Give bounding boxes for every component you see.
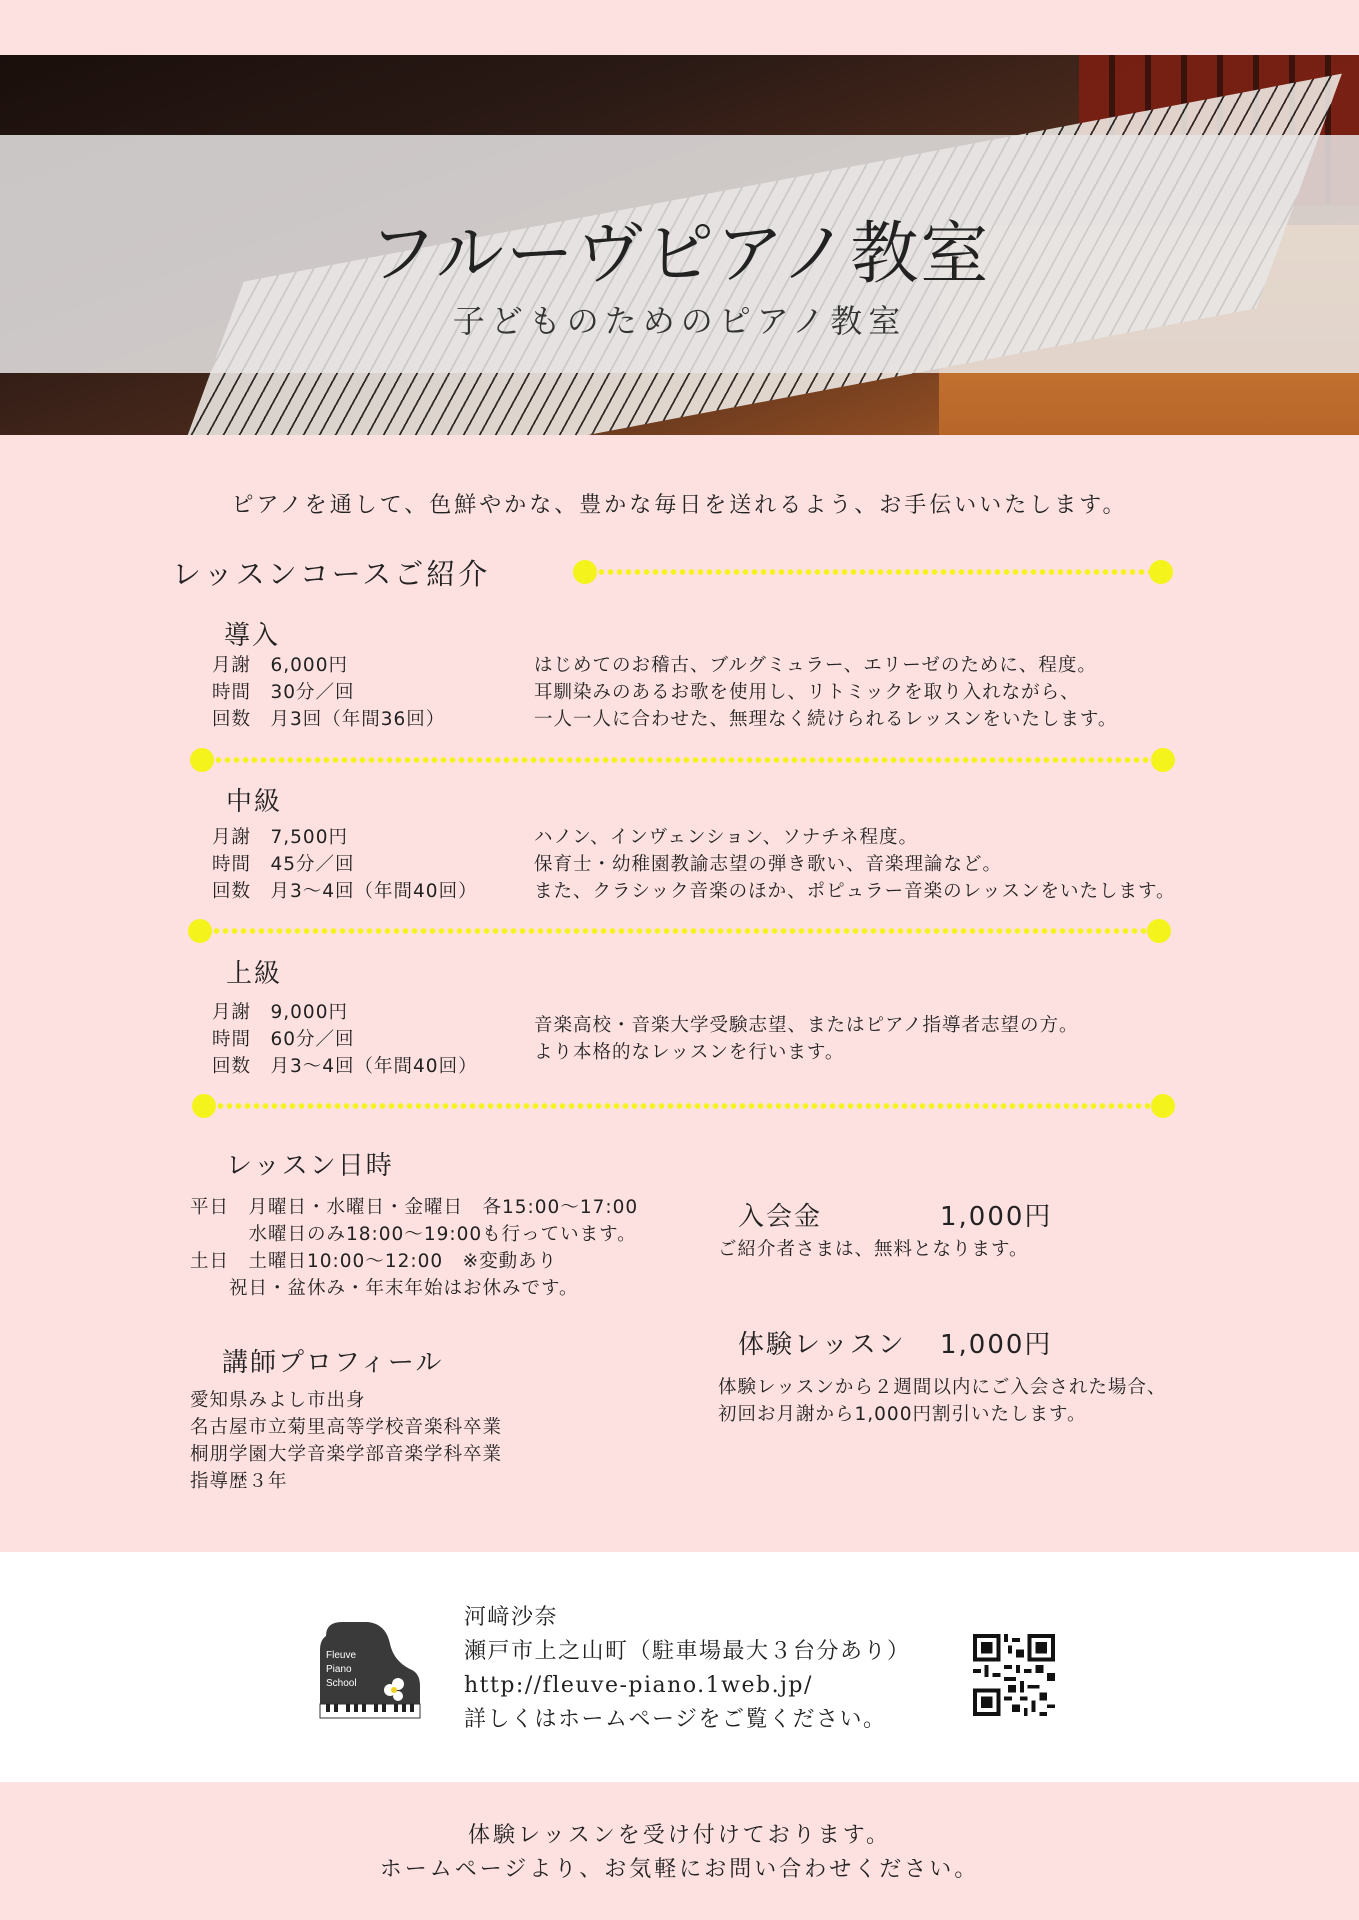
course-count: 回数 月3～4回（年間40回）	[212, 881, 478, 902]
profile-line: 名古屋市立菊里高等学校音楽科卒業	[190, 1417, 503, 1438]
course-name: 上級	[226, 959, 283, 989]
course-time: 時間 45分／回	[212, 854, 355, 875]
footer-line: ホームページより、お気軽にお問い合わせください。	[379, 1857, 980, 1882]
courses-heading: レッスンコースご紹介	[172, 557, 491, 591]
divider-dotted	[192, 1094, 1175, 1118]
contact-note: 詳しくはホームページをご覧ください。	[464, 1707, 887, 1732]
profile-line: 桐朋学園大学音楽学部音楽学科卒業	[190, 1444, 503, 1465]
profile-heading: 講師プロフィール	[222, 1348, 444, 1378]
trial-lesson-note: 体験レッスンから２週間以内にご入会された場合、	[718, 1377, 1167, 1398]
divider-dotted	[188, 919, 1171, 943]
course-time: 時間 30分／回	[212, 682, 355, 703]
course-name: 導入	[224, 621, 281, 651]
entry-fee-label: 入会金	[738, 1202, 823, 1232]
logo-text: Fleuve	[326, 1650, 357, 1661]
logo-text: School	[326, 1678, 357, 1689]
schedule-line: 平日 月曜日・水曜日・金曜日 各15:00～17:00	[190, 1197, 639, 1218]
course-count: 回数 月3～4回（年間40回）	[212, 1056, 478, 1077]
course-name: 中級	[226, 787, 283, 817]
course-desc: ハノン、インヴェンション、ソナチネ程度。	[534, 827, 918, 848]
school-logo	[316, 1620, 422, 1720]
contact-address: 瀬戸市上之山町（駐車場最大３台分あり）	[464, 1639, 911, 1664]
course-desc: より本格的なレッスンを行います。	[534, 1042, 845, 1063]
profile-line: 愛知県みよし市出身	[190, 1390, 366, 1411]
intro-text: ピアノを通して、色鮮やかな、豊かな毎日を送れるよう、お手伝いいたします。	[231, 493, 1128, 518]
course-fee: 月謝 7,500円	[212, 827, 348, 848]
course-desc: はじめてのお稽古、ブルグミュラー、エリーゼのために、程度。	[534, 655, 1097, 676]
entry-fee-price: 1,000円	[940, 1202, 1053, 1232]
schedule-heading: レッスン日時	[226, 1151, 394, 1181]
contact-name: 河﨑沙奈	[464, 1605, 559, 1630]
course-fee: 月謝 9,000円	[212, 1002, 348, 1023]
course-time: 時間 60分／回	[212, 1029, 355, 1050]
schedule-line: 祝日・盆休み・年末年始はお休みです。	[190, 1278, 579, 1299]
divider-dotted	[573, 560, 1173, 584]
course-desc: また、クラシック音楽のほか、ポピュラー音楽のレッスンをいたします。	[534, 881, 1176, 902]
schedule-line: 水曜日のみ18:00～19:00も行っています。	[190, 1224, 637, 1245]
course-desc: 音楽高校・音楽大学受験志望、またはピアノ指導者志望の方。	[534, 1015, 1079, 1036]
logo-text: Piano	[326, 1664, 352, 1675]
page-subtitle: 子どものためのピアノ教室	[452, 302, 907, 340]
footer-line: 体験レッスンを受け付けております。	[467, 1823, 892, 1848]
page-title: フルーヴピアノ教室	[368, 215, 991, 294]
entry-fee-note: ご紹介者さまは、無料となります。	[718, 1239, 1029, 1260]
course-count: 回数 月3回（年間36回）	[212, 709, 446, 730]
profile-line: 指導歴３年	[190, 1471, 288, 1492]
trial-lesson-label: 体験レッスン	[738, 1330, 906, 1360]
course-desc: 一人一人に合わせた、無理なく続けられるレッスンをいたします。	[534, 709, 1118, 730]
trial-lesson-note: 初回お月謝から1,000円割引いたします。	[718, 1404, 1087, 1425]
homepage-link[interactable]: http://fleuve-piano.1web.jp/	[464, 1673, 813, 1698]
course-desc: 保育士・幼稚園教諭志望の弾き歌い、音楽理論など。	[534, 854, 1003, 875]
qr-code[interactable]	[973, 1634, 1055, 1716]
divider-dotted	[190, 748, 1175, 772]
schedule-line: 土日 土曜日10:00～12:00 ※変動あり	[190, 1251, 558, 1272]
course-fee: 月謝 6,000円	[212, 655, 348, 676]
trial-lesson-price: 1,000円	[940, 1330, 1053, 1360]
course-desc: 耳馴染みのあるお歌を使用し、リトミックを取り入れながら、	[534, 682, 1080, 703]
